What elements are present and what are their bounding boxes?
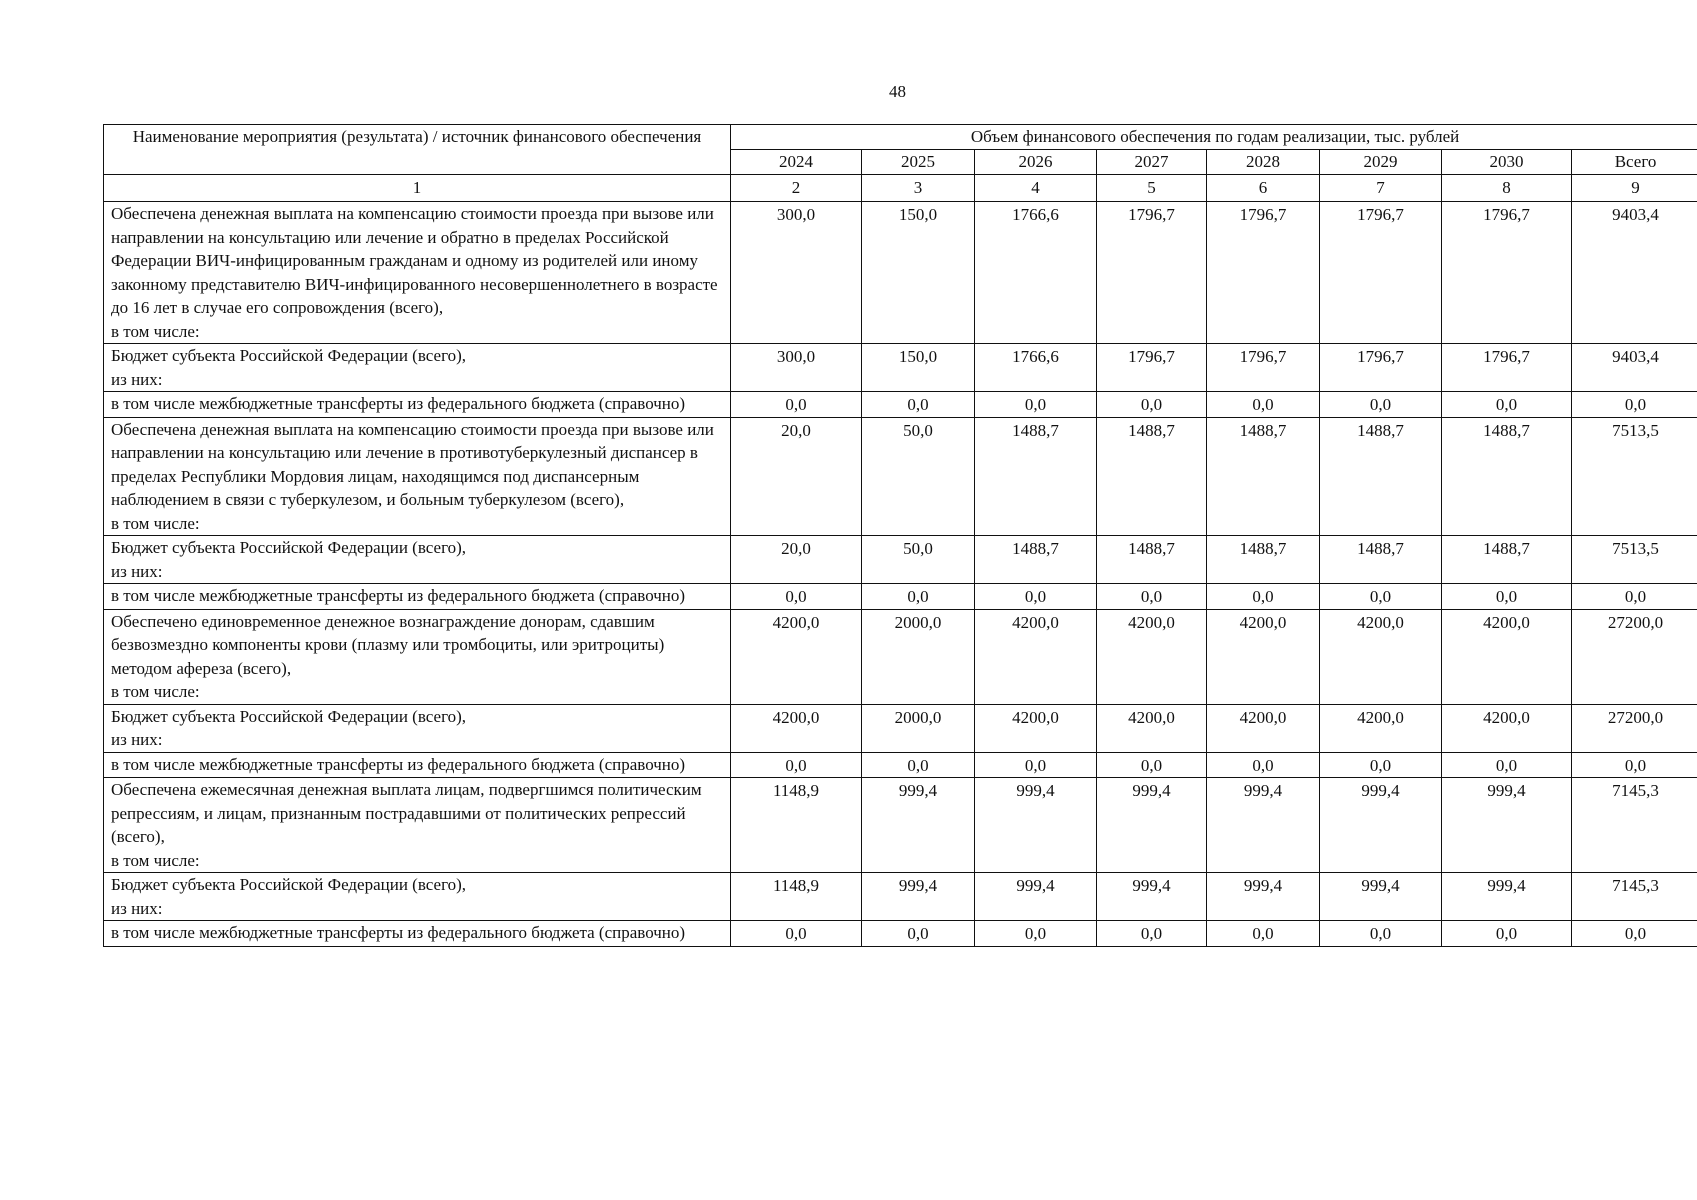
row-total-value: 0,0 bbox=[1572, 921, 1697, 947]
row-value: 0,0 bbox=[862, 752, 975, 778]
row-value: 4200,0 bbox=[1442, 609, 1572, 704]
row-total-value: 0,0 bbox=[1572, 752, 1697, 778]
row-value: 2000,0 bbox=[862, 704, 975, 752]
row-value: 999,4 bbox=[1207, 873, 1320, 921]
row-value: 4200,0 bbox=[1320, 609, 1442, 704]
row-value: 0,0 bbox=[1207, 584, 1320, 610]
table-row bbox=[104, 417, 1697, 536]
header-volume-column: Объем финансового обеспечения по годам реализации, тыс. рублей bbox=[731, 125, 1697, 150]
row-value: 1796,7 bbox=[1442, 202, 1572, 344]
column-number: 9 bbox=[1572, 175, 1697, 202]
table-row bbox=[104, 921, 1697, 947]
table-row bbox=[104, 392, 1697, 418]
row-value: 0,0 bbox=[731, 392, 862, 418]
table-row bbox=[104, 873, 1697, 921]
row-value: 300,0 bbox=[731, 344, 862, 392]
row-value: 1488,7 bbox=[1207, 417, 1320, 536]
column-number: 2 bbox=[731, 175, 862, 202]
row-name: в том числе межбюджетные трансферты из федерального бюджета (справочно) bbox=[104, 921, 731, 947]
row-value: 0,0 bbox=[1320, 584, 1442, 610]
row-name: Обеспечена ежемесячная денежная выплата лицам, подвергшимся политическим репрессиям, и лицам, признанным пострадавшими от политических репрессий (всего), в том числе: bbox=[104, 778, 731, 873]
row-value: 0,0 bbox=[1097, 921, 1207, 947]
row-value: 4200,0 bbox=[1097, 704, 1207, 752]
row-value: 20,0 bbox=[731, 536, 862, 584]
column-number: 5 bbox=[1097, 175, 1207, 202]
row-total-value: 7145,3 bbox=[1572, 873, 1697, 921]
row-value: 1488,7 bbox=[1442, 417, 1572, 536]
row-value: 0,0 bbox=[1097, 752, 1207, 778]
row-value: 1488,7 bbox=[1320, 536, 1442, 584]
table-row bbox=[104, 752, 1697, 778]
row-value: 150,0 bbox=[862, 202, 975, 344]
table-row bbox=[104, 609, 1697, 704]
table-row bbox=[104, 344, 1697, 392]
row-value: 1796,7 bbox=[1097, 344, 1207, 392]
row-value: 0,0 bbox=[731, 921, 862, 947]
column-number: 3 bbox=[862, 175, 975, 202]
row-value: 0,0 bbox=[1320, 392, 1442, 418]
row-total-value: 7513,5 bbox=[1572, 536, 1697, 584]
row-value: 0,0 bbox=[1320, 752, 1442, 778]
row-name: в том числе межбюджетные трансферты из федерального бюджета (справочно) bbox=[104, 584, 731, 610]
row-value: 1766,6 bbox=[975, 202, 1097, 344]
row-value: 1796,7 bbox=[1442, 344, 1572, 392]
column-number: 6 bbox=[1207, 175, 1320, 202]
row-value: 2000,0 bbox=[862, 609, 975, 704]
row-value: 1488,7 bbox=[1097, 417, 1207, 536]
row-value: 999,4 bbox=[1442, 778, 1572, 873]
row-name: Бюджет субъекта Российской Федерации (всего), из них: bbox=[104, 873, 731, 921]
row-value: 150,0 bbox=[862, 344, 975, 392]
row-value: 0,0 bbox=[1442, 921, 1572, 947]
row-name: в том числе межбюджетные трансферты из федерального бюджета (справочно) bbox=[104, 392, 731, 418]
header-year: 2027 bbox=[1097, 150, 1207, 175]
row-name: Обеспечена денежная выплата на компенсацию стоимости проезда при вызове или направлении на консультацию или лечение в противотуберкулезный диспансер в пределах Республики Мордовия лицам, находящимся под диспансерным наблюдением в связи с туберкулезом, и больным туберкулезом (всего), в том числе: bbox=[104, 417, 731, 536]
column-numbers-row bbox=[104, 175, 1697, 202]
row-value: 20,0 bbox=[731, 417, 862, 536]
row-value: 4200,0 bbox=[731, 704, 862, 752]
row-value: 999,4 bbox=[862, 873, 975, 921]
row-value: 1796,7 bbox=[1207, 202, 1320, 344]
table-row bbox=[104, 202, 1697, 344]
row-value: 1796,7 bbox=[1320, 202, 1442, 344]
row-value: 1796,7 bbox=[1207, 344, 1320, 392]
row-value: 999,4 bbox=[862, 778, 975, 873]
row-value: 0,0 bbox=[975, 392, 1097, 418]
row-total-value: 9403,4 bbox=[1572, 202, 1697, 344]
row-value: 999,4 bbox=[975, 778, 1097, 873]
row-value: 999,4 bbox=[1207, 778, 1320, 873]
row-value: 0,0 bbox=[1320, 921, 1442, 947]
row-value: 999,4 bbox=[1442, 873, 1572, 921]
header-year: 2025 bbox=[862, 150, 975, 175]
row-value: 0,0 bbox=[1097, 392, 1207, 418]
row-value: 0,0 bbox=[1442, 392, 1572, 418]
row-name: Бюджет субъекта Российской Федерации (всего), из них: bbox=[104, 704, 731, 752]
row-total-value: 9403,4 bbox=[1572, 344, 1697, 392]
row-value: 4200,0 bbox=[975, 609, 1097, 704]
row-value: 0,0 bbox=[1442, 584, 1572, 610]
column-number: 8 bbox=[1442, 175, 1572, 202]
row-value: 0,0 bbox=[975, 584, 1097, 610]
table-row bbox=[104, 778, 1697, 873]
row-value: 50,0 bbox=[862, 536, 975, 584]
row-value: 0,0 bbox=[1207, 392, 1320, 418]
header-year: 2024 bbox=[731, 150, 862, 175]
row-value: 1488,7 bbox=[1207, 536, 1320, 584]
row-value: 0,0 bbox=[975, 752, 1097, 778]
column-number: 4 bbox=[975, 175, 1097, 202]
row-value: 0,0 bbox=[862, 584, 975, 610]
row-value: 4200,0 bbox=[731, 609, 862, 704]
header-year: 2030 bbox=[1442, 150, 1572, 175]
row-value: 50,0 bbox=[862, 417, 975, 536]
header-name-column: Наименование мероприятия (результата) / источник финансового обеспечения bbox=[104, 125, 731, 175]
row-value: 999,4 bbox=[975, 873, 1097, 921]
row-value: 4200,0 bbox=[1207, 704, 1320, 752]
row-value: 0,0 bbox=[1207, 752, 1320, 778]
row-value: 1488,7 bbox=[975, 417, 1097, 536]
row-value: 0,0 bbox=[862, 392, 975, 418]
row-value: 300,0 bbox=[731, 202, 862, 344]
row-value: 4200,0 bbox=[1097, 609, 1207, 704]
header-year: 2029 bbox=[1320, 150, 1442, 175]
row-value: 1796,7 bbox=[1320, 344, 1442, 392]
column-number: 1 bbox=[104, 175, 731, 202]
row-value: 1796,7 bbox=[1097, 202, 1207, 344]
row-value: 1488,7 bbox=[975, 536, 1097, 584]
row-value: 1148,9 bbox=[731, 778, 862, 873]
row-value: 4200,0 bbox=[1442, 704, 1572, 752]
row-value: 999,4 bbox=[1320, 778, 1442, 873]
table-row bbox=[104, 584, 1697, 610]
row-name: Обеспечена денежная выплата на компенсацию стоимости проезда при вызове или направлении на консультацию или лечение и обратно в пределах Российской Федерации ВИЧ-инфицированным гражданам и одному из родителей или иному законному представителю ВИЧ-инфицированного несовершеннолетнего в возрасте до 16 лет в случае его сопровождения (всего), в том числе: bbox=[104, 202, 731, 344]
row-total-value: 27200,0 bbox=[1572, 609, 1697, 704]
row-value: 0,0 bbox=[862, 921, 975, 947]
table-row bbox=[104, 704, 1697, 752]
row-total-value: 0,0 bbox=[1572, 584, 1697, 610]
header-year: 2026 bbox=[975, 150, 1097, 175]
table-body bbox=[104, 202, 1697, 947]
row-value: 1488,7 bbox=[1097, 536, 1207, 584]
row-value: 0,0 bbox=[731, 752, 862, 778]
page-number: 48 bbox=[889, 82, 906, 101]
row-value: 999,4 bbox=[1320, 873, 1442, 921]
row-value: 0,0 bbox=[731, 584, 862, 610]
row-name: Бюджет субъекта Российской Федерации (всего), из них: bbox=[104, 344, 731, 392]
row-total-value: 7513,5 bbox=[1572, 417, 1697, 536]
row-value: 4200,0 bbox=[1320, 704, 1442, 752]
column-number: 7 bbox=[1320, 175, 1442, 202]
row-value: 0,0 bbox=[1207, 921, 1320, 947]
row-value: 1488,7 bbox=[1320, 417, 1442, 536]
row-value: 1766,6 bbox=[975, 344, 1097, 392]
row-value: 999,4 bbox=[1097, 778, 1207, 873]
row-value: 1148,9 bbox=[731, 873, 862, 921]
row-value: 0,0 bbox=[1097, 584, 1207, 610]
row-value: 4200,0 bbox=[1207, 609, 1320, 704]
row-name: Обеспечено единовременное денежное вознаграждение донорам, сдавшим безвозмездно компоненты крови (плазму или тромбоциты, или эритроциты) методом афереза (всего), в том числе: bbox=[104, 609, 731, 704]
header-year: 2028 bbox=[1207, 150, 1320, 175]
table-row bbox=[104, 536, 1697, 584]
row-value: 1488,7 bbox=[1442, 536, 1572, 584]
row-value: 0,0 bbox=[975, 921, 1097, 947]
row-name: Бюджет субъекта Российской Федерации (всего), из них: bbox=[104, 536, 731, 584]
row-total-value: 0,0 bbox=[1572, 392, 1697, 418]
financing-table bbox=[103, 124, 1697, 947]
header-total: Всего bbox=[1572, 150, 1697, 175]
row-value: 0,0 bbox=[1442, 752, 1572, 778]
row-total-value: 7145,3 bbox=[1572, 778, 1697, 873]
row-value: 4200,0 bbox=[975, 704, 1097, 752]
row-name: в том числе межбюджетные трансферты из федерального бюджета (справочно) bbox=[104, 752, 731, 778]
row-total-value: 27200,0 bbox=[1572, 704, 1697, 752]
row-value: 999,4 bbox=[1097, 873, 1207, 921]
